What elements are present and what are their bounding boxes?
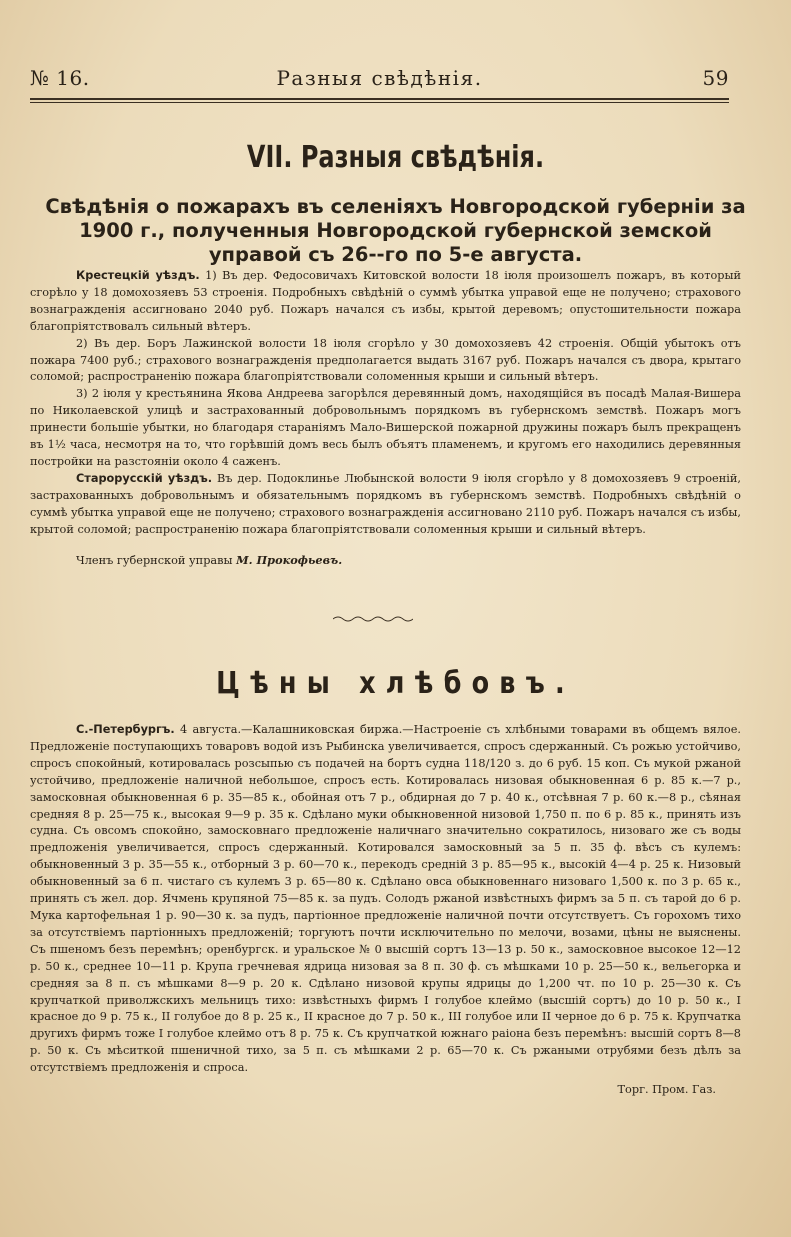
signature-name: М. Прокофьевъ. [236, 553, 343, 567]
paragraph [30, 722, 741, 1077]
paragraph [30, 268, 741, 336]
paragraph [30, 471, 741, 539]
page-number: 59 [702, 66, 729, 90]
paragraph-text: 1) Въ дер. Федосовичахъ Китовской волости 18 іюля произошелъ пожаръ, въ который сгорѣло у 18 домохозяевъ 53 строенія. Подробныхъ свѣдѣній о суммѣ убытка управой еще не получено; страхового вознагражденія ассигновано 2040 руб. Пожаръ начался съ избы, крытой деревомъ; опустошительности пожара благопріятствовалъ сильный вѣтеръ. [30, 269, 742, 333]
ornament-divider [333, 614, 413, 624]
fires-article-title: Свѣдѣнія о пожарахъ въ селеніяхъ Новгородской губерніи за 1900 г., полученныя Новгородской губернской земской управой съ 26--го по 5-е августа. [45, 195, 746, 266]
district-heading: Крестецкій уѣздъ. [76, 269, 200, 282]
paragraph-text: 4 августа.—Калашниковская биржа.—Настроеніе съ хлѣбными товарами въ общемъ вялое. Предложеніе поступающихъ товаровъ водой изъ Рыбинска увеличивается, спросъ сдержанный. Съ рожью устойчиво, спросъ спокойный, котировалась розсыпью съ подачей на бортъ судна 118/120 з. до 6 руб. 15 коп. Съ мукой ржаной устойчиво, предложеніе наличной небольшое, спросъ есть. Котировалась низовая обыкновенная 6 р. 85 к.—7 р., замосковная обыкновенная 6 р. 35—85 к., обойная отъ 7 р., обдирная до 7 р. 40 к., отсѣвная 7 р. 60 к.—8 р., сѣяная средняя 8 р. 25—75 к., высокая 9—9 р. 35 к. Сдѣлано муки обыкновенной низовой 1,750 п. по 6 р. 85 к., принять изъ судна. Съ овсомъ спокойно, замосковнаго предложеніе наличнаго значительно сократилось, низоваго же съ воды предложенія увеличивается, спросъ сдержанный. Котировался замосковный за 5 п. 35 ф. вѣсъ съ кулемъ: обыкновенный 3 р. 35—55 к., отборный 3 р. 60—70 к., перекодъ средній 3 р. 85—95 к., высокій 4—4 р. 25 к. Низовый обыкновенный за 6 п. чистаго съ кулемъ 3 р. 65—80 к. Сдѣлано овса обыкновеннаго низоваго 1,500 к. по 3 р. 65 к., принять съ жел. дор. Ячмень крупяной 75—85 к. за пудъ. Солодъ ржаной извѣстныхъ фирмъ за 5 п. съ тарой до 6 р. Мука картофельная 1 р. 90—30 к. за пудъ, партіонное предложеніе наличной почти отсутствуетъ. Съ горохомъ тихо за отсутствіемъ партіонныхъ предложеній; торгуютъ почти исключительно по мелочи, возами, цѣны не выяснены. Съ пшеномъ безъ перемѣнъ; оренбургск. и уральское № 0 высшій сортъ 13—13 р. 50 к., замосковное высокое 12—12 р. 50 к., среднее 10—11 р. Крупа гречневая ядрица низовая за 8 п. 30 ф. съ мѣшками 10 р. 25—50 к., вельегорка и средняя за 8 п. съ мѣшками 8—9 р. 20 к. Сдѣлано низовой крупы ядрицы до 1,200 чт. по 10 р. 25—30 к. Съ крупчаткой приволжскихъ мельницъ тихо: извѣстныхъ фирмъ I голубое клеймо (высшій сортъ) до 10 р. 50 к., I красное до 9 р. 75 к., II голубое до 8 р. 25 к., II красное до 7 р. 50 к., III голубое или II черное до 6 р. 75 к. Крупчатка другихъ фирмъ тоже I голубое клеймо отъ 8 р. 75 к. Съ крупчаткой южнаго раіона безъ перемѣнъ: высшій сортъ 8—8 р. 50 к. Съ мѣситкой пшеничной тихо, за 5 п. съ мѣшками 2 р. 65—70 к. Съ ржаными отрубями безъ дѣлъ за отсутствіемъ предложенія и спроса. [30, 723, 741, 1075]
prices-article-title: Цѣны хлѣбовъ. [216, 666, 575, 701]
city-heading: С.-Петербургъ. [76, 723, 175, 736]
running-title: Разныя свѣдѣнія. [276, 66, 483, 90]
section-title: VII. Разныя свѣдѣнія. [246, 140, 545, 175]
paragraph-text: Въ дер. Подоклинье Любынской волости 9 іюля сгорѣло у 8 домохозяевъ 9 строеній, застрахованныхъ добровольнымъ и обязательнымъ порядкомъ въ губернскомъ земствѣ. Подробныхъ свѣдѣній о суммѣ убытка управой еще не получено; страхового вознагражденія ассигновано 2110 руб. Пожаръ начался съ избы, крытой соломой; распространенію пожара благопріятствовали соломенныя крыши и сильный вѣтеръ. [30, 471, 742, 536]
paragraph: 3) 2 іюля у крестьянина Якова Андреева загорѣлся деревянный домъ, находящійся въ посадѣ Малая-Вишера по Николаевской улицѣ и застрахованный добровольнымъ порядкомъ въ губернскомъ земствѣ. Пожаръ могъ принести большіе убытки, но благодаря стараніямъ Мало-Вишерской пожарной дружины пожаръ былъ прекращенъ въ 1½ часа, несмотря на то, что горѣвшій домъ весь былъ объятъ пламенемъ, и кругомъ его находились деревянныя постройки на разстояніи около 4 саженъ. [30, 387, 741, 468]
district-heading: Старорусскій уѣздъ. [76, 471, 213, 485]
fires-article-body [30, 268, 741, 539]
signature-prefix: Членъ губернской управы [76, 554, 233, 567]
signature-line [76, 553, 342, 567]
header-rule [30, 98, 729, 100]
running-header [30, 66, 729, 96]
prices-article-body [30, 722, 741, 1077]
issue-number: № 16. [30, 66, 90, 90]
source-attribution: Торг. Пром. Газ. [617, 1083, 716, 1096]
paragraph: 2) Въ дер. Боръ Лажинской волости 18 іюля сгорѣло у 30 домохозяевъ 42 строенія. Общій убытокъ отъ пожара 7400 руб.; страхового вознагражденія предполагается выдать 3167 руб. Пожаръ начался съ двора, крытаго соломой; распространенію пожара благопріятствовали соломенныя крыши и сильный вѣтеръ. [30, 336, 741, 384]
header-rule-thin [30, 102, 729, 103]
